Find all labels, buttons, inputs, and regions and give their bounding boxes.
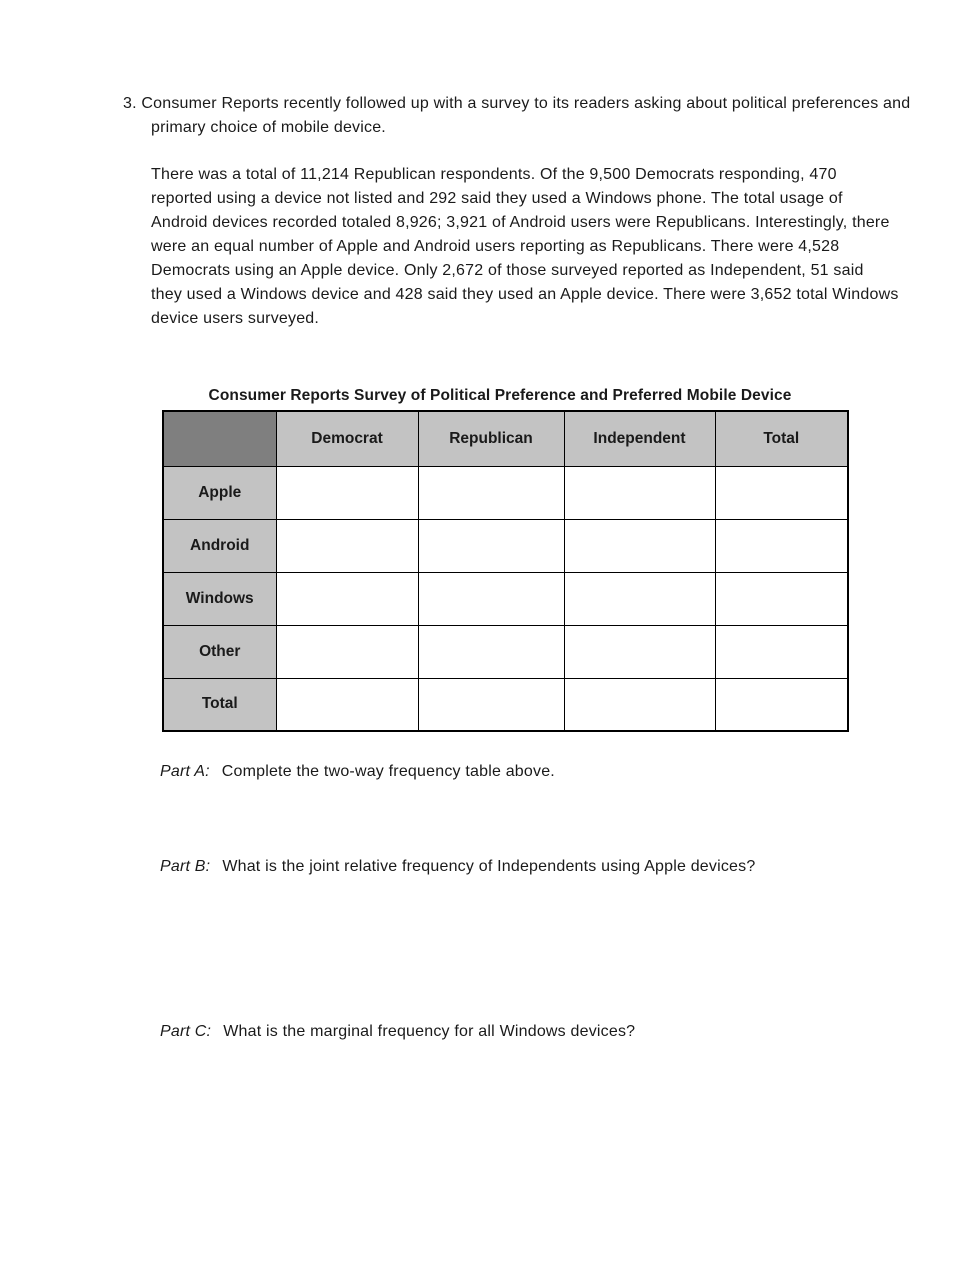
part-b-label: Part B: — [160, 858, 211, 875]
cell-total-total — [715, 678, 848, 731]
table-row-other — [163, 625, 848, 678]
cell-other-republican — [418, 625, 564, 678]
column-header-total: Total — [715, 411, 848, 466]
row-header-apple: Apple — [163, 466, 276, 519]
column-header-independent: Independent — [564, 411, 715, 466]
cell-android-republican — [418, 519, 564, 572]
part-a-label: Part A: — [160, 763, 210, 780]
problem-number: 3. — [123, 95, 137, 112]
table-row-windows — [163, 572, 848, 625]
cell-other-total — [715, 625, 848, 678]
row-header-android: Android — [163, 519, 276, 572]
cell-android-independent — [564, 519, 715, 572]
cell-android-total — [715, 519, 848, 572]
cell-total-democrat — [276, 678, 418, 731]
row-header-total: Total — [163, 678, 276, 731]
cell-apple-democrat — [276, 466, 418, 519]
cell-apple-republican — [418, 466, 564, 519]
table-row-apple — [163, 466, 848, 519]
cell-other-independent — [564, 625, 715, 678]
table-header-row — [163, 411, 848, 466]
cell-android-democrat — [276, 519, 418, 572]
part-b-text: What is the joint relative frequency of Independents using Apple devices? — [222, 858, 756, 875]
row-header-windows: Windows — [163, 572, 276, 625]
table-row-android — [163, 519, 848, 572]
part-c-label: Part C: — [160, 1023, 212, 1040]
part-a-question — [160, 760, 555, 784]
cell-total-independent — [564, 678, 715, 731]
part-c-text: What is the marginal frequency for all Windows devices? — [223, 1023, 636, 1040]
table-title: Consumer Reports Survey of Political Preference and Preferred Mobile Device — [208, 387, 792, 404]
problem-statement — [123, 92, 916, 140]
cell-windows-total — [715, 572, 848, 625]
column-header-republican: Republican — [418, 411, 564, 466]
cell-total-republican — [418, 678, 564, 731]
row-header-other: Other — [163, 625, 276, 678]
frequency-table — [162, 410, 849, 732]
cell-apple-independent — [564, 466, 715, 519]
table-corner-cell — [163, 411, 276, 466]
problem-intro-text: Consumer Reports recently followed up with a survey to its readers asking about political preferences and primary choice of mobile device. — [141, 95, 911, 136]
part-c-question — [160, 1020, 635, 1044]
part-a-text: Complete the two-way frequency table above. — [221, 763, 555, 780]
cell-apple-total — [715, 466, 848, 519]
cell-windows-republican — [418, 572, 564, 625]
cell-windows-independent — [564, 572, 715, 625]
cell-other-democrat — [276, 625, 418, 678]
problem-body-text: There was a total of 11,214 Republican respondents. Of the 9,500 Democrats responding, 470 reported using a device not listed and 292 said they used a Windows phone. The total usage of Android devices recorded totaled 8,926; 3,921 of Android users were Republicans. Interestingly, there were an equal number of Apple and Android users reporting as Republicans. There were 4,528 Democrats using an Apple device. Only 2,672 of those surveyed reported as Independent, 51 said they used a Windows device and 428 said they used an Apple device. There were 3,652 total Windows device users surveyed. — [151, 166, 899, 327]
part-b-question — [160, 855, 850, 879]
table-row-total — [163, 678, 848, 731]
cell-windows-democrat — [276, 572, 418, 625]
column-header-democrat: Democrat — [276, 411, 418, 466]
